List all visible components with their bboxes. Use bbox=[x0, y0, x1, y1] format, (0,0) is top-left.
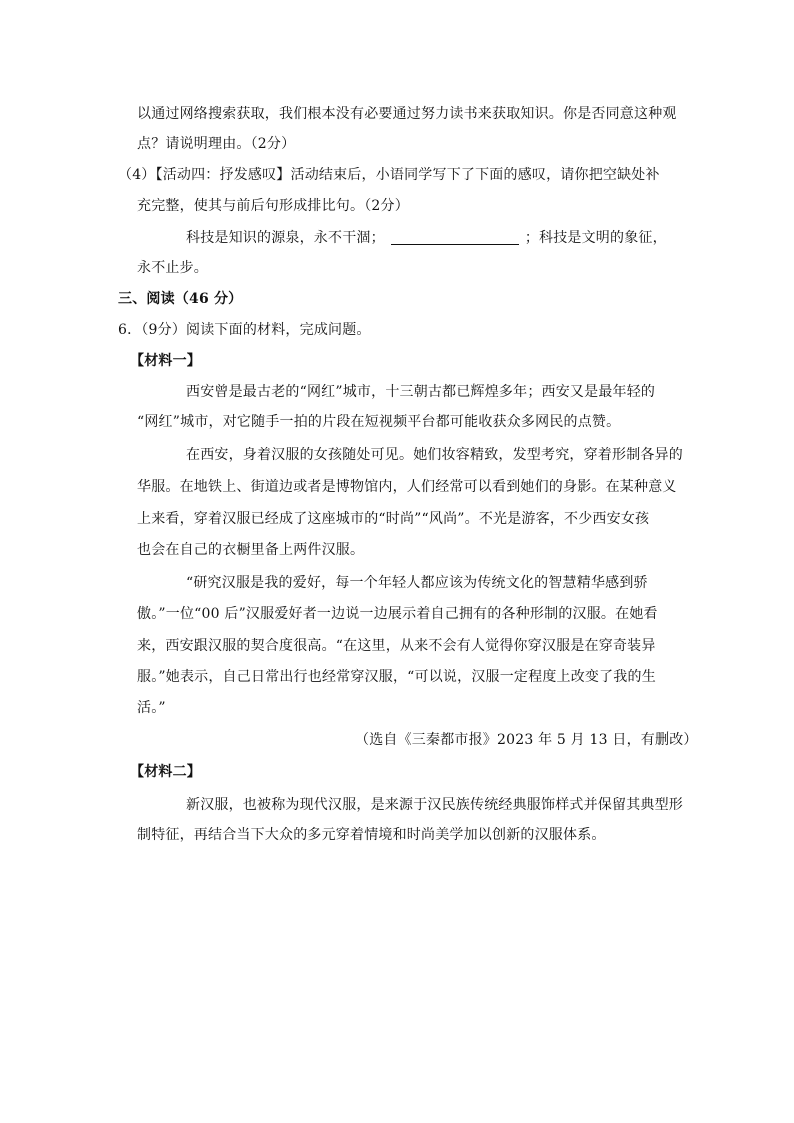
q5-part4-sentence bbox=[186, 228, 667, 248]
q5-part3-line2: 点？请说明理由。（2分） bbox=[137, 136, 296, 152]
section-heading: 三、阅读（46 分） bbox=[118, 291, 243, 307]
material2-p1-line2: 制特征，再结合当下大众的多元穿着情境和时尚美学加以创新的汉服体系。 bbox=[137, 827, 606, 843]
material2-title: 【材料二】 bbox=[130, 764, 201, 780]
material1-source: （选自《三秦都市报》2023 年 5 月 13 日，有删改） bbox=[355, 732, 698, 748]
material1-p1-line2: “网红”城市，对它随手一拍的片段在短视频平台都可能收获众多网民的点赞。 bbox=[137, 414, 621, 430]
material1-p1-line1: 西安曾是最古老的“网红”城市，十三朝古都已辉煌多年；西安又是最年轻的 bbox=[186, 384, 656, 400]
q5-part4-line2: 充完整，使其与前后句形成排比句。（2分） bbox=[137, 198, 409, 214]
material2-p1-line1: 新汉服，也被称为现代汉服，是来源于汉民族传统经典服饰样式并保留其典型形 bbox=[186, 797, 683, 813]
q6-stem: 6．（9分）阅读下面的材料，完成问题。 bbox=[118, 322, 371, 338]
material1-p3-line1: “研究汉服是我的爱好，每一个年轻人都应该为传统文化的智慧精华感到骄 bbox=[186, 575, 648, 591]
material1-p3-line4: 服。”她表示，自己日常出行也经常穿汉服，“可以说，汉服一定程度上改变了我的生 bbox=[137, 669, 656, 685]
material1-p2-line2: 华服。在地铁上、街道边或者是博物馆内，人们经常可以看到她们的身影。在某种意义 bbox=[137, 479, 677, 495]
sentence-after: ；科技是文明的象征， bbox=[524, 230, 667, 246]
material1-p3-line3: 来，西安跟汉服的契合度很高。“在这里，从来不会有人觉得你穿汉服是在穿奇装异 bbox=[137, 638, 656, 654]
q5-part4-sentence-end: 永不止步。 bbox=[137, 260, 208, 276]
q5-part3-line1: 以通过网络搜索获取，我们根本没有必要通过努力读书来获取知识。你是否同意这种观 bbox=[137, 106, 677, 122]
material1-p3-line5: 活。” bbox=[137, 700, 166, 716]
material1-p2-line3: 上来看，穿着汉服已经成了这座城市的“时尚”“风尚”。不光是游客，不少西安女孩 bbox=[137, 511, 650, 527]
sentence-before: 科技是知识的源泉，永不干涸； bbox=[186, 230, 385, 246]
answer-blank[interactable] bbox=[391, 230, 519, 245]
material1-p3-line2: 傲。”一位“00 后”汉服爱好者一边说一边展示着自己拥有的各种形制的汉服。在她看 bbox=[137, 606, 658, 622]
material1-title: 【材料一】 bbox=[130, 353, 201, 369]
material1-p2-line1: 在西安，身着汉服的女孩随处可见。她们妆容精致，发型考究，穿着形制各异的 bbox=[186, 447, 683, 463]
material1-p2-line4: 也会在自己的衣橱里备上两件汉服。 bbox=[137, 542, 365, 558]
q5-part4-line1: （4）【活动四：抒发感叹】活动结束后，小语同学写下了下面的感叹，请你把空缺处补 bbox=[118, 167, 660, 183]
